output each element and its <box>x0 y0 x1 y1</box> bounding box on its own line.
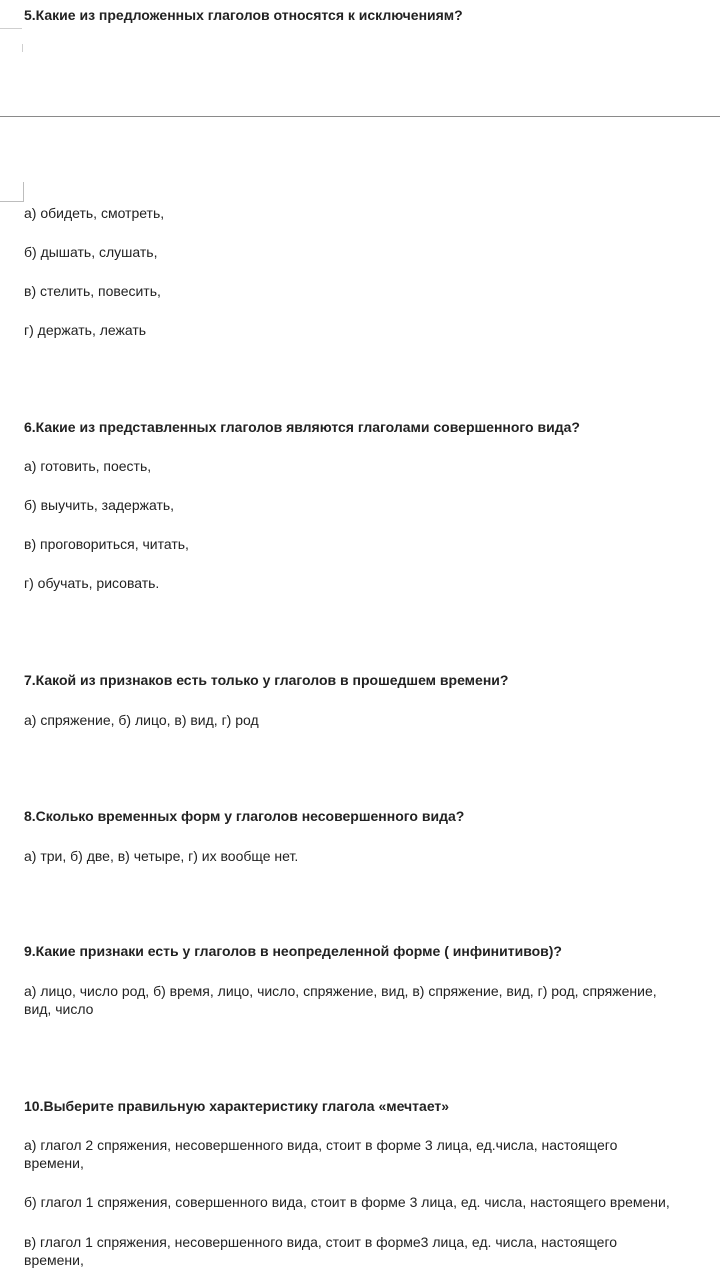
question-8-title: 8.Сколько временных форм у глаголов несовершенного вида? <box>24 808 465 824</box>
question-6-option-b: б) выучить, задержать, <box>24 497 175 513</box>
question-10-option-c-line-1: в) глагол 1 спряжения, несовершенного вида, стоит в форме3 лица, ед. числа, настоящего <box>24 1234 618 1250</box>
question-10-option-a-line-2: времени, <box>24 1155 84 1171</box>
question-9-answers-line-1: а) лицо, число род, б) время, лицо, число, спряжение, вид, в) спряжение, вид, г) род, спряжение, <box>24 983 657 999</box>
question-5-option-a: а) обидеть, смотреть, <box>24 205 165 221</box>
question-6-option-d: г) обучать, рисовать. <box>24 575 160 591</box>
question-6-option-c: в) проговориться, читать, <box>24 536 189 552</box>
question-7-title: 7.Какой из признаков есть только у глаголов в прошедшем времени? <box>24 672 509 688</box>
question-10-option-c-line-2: времени, <box>24 1252 84 1268</box>
question-8-answers: а) три, б) две, в) четыре, г) их вообще нет. <box>24 848 299 864</box>
question-5-title: 5.Какие из предложенных глаголов относятся к исключениям? <box>24 7 463 23</box>
question-10-option-a-line-1: а) глагол 2 спряжения, несовершенного вида, стоит в форме 3 лица, ед.числа, настоящего <box>24 1137 618 1153</box>
margin-mark-top <box>0 28 22 29</box>
question-5-option-d: г) держать, лежать <box>24 322 147 338</box>
corner-mark-vertical <box>23 182 24 201</box>
question-6-title: 6.Какие из представленных глаголов являются глаголами совершенного вида? <box>24 419 580 435</box>
question-6-option-a: а) готовить, поесть, <box>24 458 152 474</box>
question-5-option-b: б) дышать, слушать, <box>24 244 158 260</box>
question-9-title: 9.Какие признаки есть у глаголов в неопределенной форме ( инфинитивов)? <box>24 943 562 959</box>
question-7-answers: а) спряжение, б) лицо, в) вид, г) род <box>24 712 259 728</box>
question-9-answers-line-2: вид, число <box>24 1001 94 1017</box>
corner-mark-horizontal <box>0 201 24 202</box>
question-5-option-c: в) стелить, повесить, <box>24 283 161 299</box>
page-divider <box>0 116 720 117</box>
question-10-option-b: б) глагол 1 спряжения, совершенного вида, стоит в форме 3 лица, ед. числа, настоящего времени, <box>24 1194 670 1210</box>
margin-mark-tick <box>22 44 23 52</box>
question-10-title: 10.Выберите правильную характеристику глагола «мечтает» <box>24 1098 450 1114</box>
